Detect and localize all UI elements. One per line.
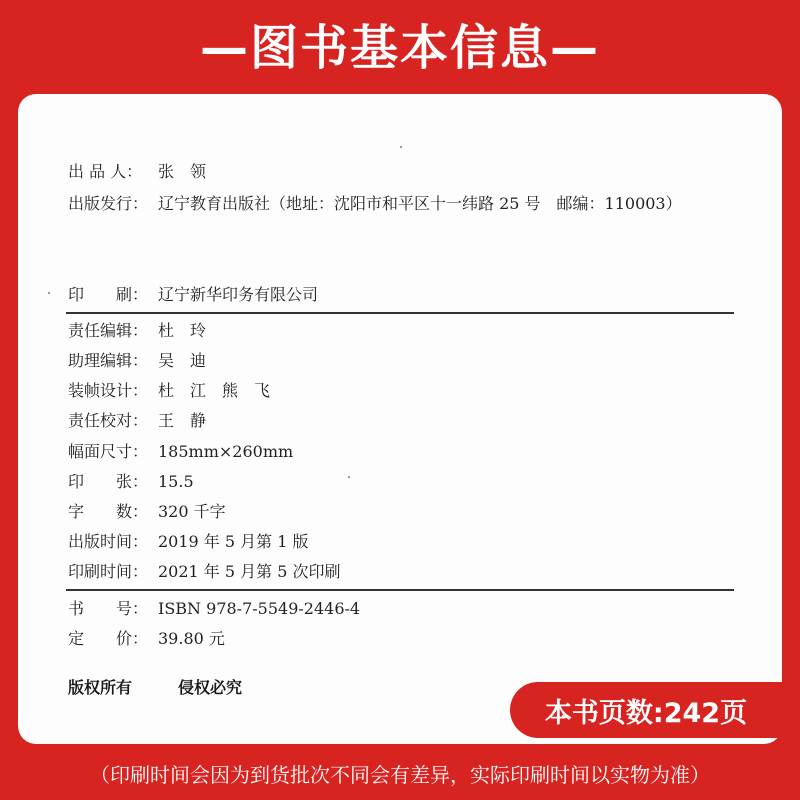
info-row-designer bbox=[68, 377, 270, 405]
row-value: 320 千字 bbox=[158, 502, 226, 521]
row-label: 幅面尺寸： bbox=[68, 442, 149, 461]
page-count-badge: 本书页数:242页 bbox=[510, 682, 782, 738]
row-value: 辽宁新华印务有限公司 bbox=[158, 285, 319, 304]
copyright-right-text: 侵权必究 bbox=[178, 678, 243, 697]
scan-speck bbox=[48, 292, 50, 294]
row-value: 杜 玲 bbox=[158, 321, 207, 340]
row-label: 印 刷： bbox=[68, 285, 149, 304]
row-label: 责任编辑： bbox=[68, 321, 149, 340]
row-value: 2021 年 5 月第 5 次印刷 bbox=[158, 562, 341, 581]
banner-title: —图书基本信息— bbox=[199, 19, 600, 76]
row-value: 王 静 bbox=[158, 411, 207, 430]
divider-line bbox=[66, 312, 734, 314]
row-value: 39.80 元 bbox=[158, 629, 225, 648]
row-label: 出 品 人： bbox=[68, 162, 143, 181]
row-value: ISBN 978-7-5549-2446-4 bbox=[158, 599, 361, 618]
info-row-proofreader bbox=[68, 407, 206, 435]
info-row-isbn bbox=[68, 595, 360, 623]
info-row-word-count bbox=[68, 498, 226, 526]
row-label: 责任校对： bbox=[68, 411, 149, 430]
info-row-editor bbox=[68, 317, 206, 345]
scan-speck bbox=[348, 476, 350, 478]
row-label: 印刷时间： bbox=[68, 562, 149, 581]
row-label: 定 价： bbox=[68, 629, 149, 648]
row-label: 装帧设计： bbox=[68, 381, 149, 400]
row-label: 字 数： bbox=[68, 502, 149, 521]
info-row-sheets bbox=[68, 468, 194, 496]
info-row-printer bbox=[68, 281, 318, 309]
info-card bbox=[18, 94, 782, 744]
info-row-publish-date bbox=[68, 528, 309, 556]
row-value: 2019 年 5 月第 1 版 bbox=[158, 532, 309, 551]
info-row-publisher bbox=[68, 190, 682, 218]
row-value: 吴 迪 bbox=[158, 351, 207, 370]
row-value: 张 领 bbox=[158, 162, 207, 181]
row-label: 出版时间： bbox=[68, 532, 149, 551]
row-label: 印 张： bbox=[68, 472, 149, 491]
info-row-producer bbox=[68, 158, 206, 186]
row-label: 助理编辑： bbox=[68, 351, 149, 370]
copyright-notice bbox=[68, 674, 242, 702]
info-row-assistant-editor bbox=[68, 347, 206, 375]
row-value: 185mm×260mm bbox=[158, 442, 294, 461]
info-row-print-date bbox=[68, 558, 341, 586]
copyright-left-text: 版权所有 bbox=[68, 678, 133, 697]
divider-line bbox=[66, 589, 734, 591]
info-row-price bbox=[68, 625, 225, 653]
print-date-footnote: （印刷时间会因为到货批次不同会有差异，实际印刷时间以实物为准） bbox=[90, 762, 710, 787]
row-label: 出版发行： bbox=[68, 194, 149, 213]
info-row-format bbox=[68, 438, 293, 466]
row-value: 杜 江 熊 飞 bbox=[158, 381, 271, 400]
scan-speck bbox=[400, 146, 402, 148]
row-label: 书 号： bbox=[68, 599, 149, 618]
row-value: 15.5 bbox=[158, 472, 194, 491]
row-value: 辽宁教育出版社（地址：沈阳市和平区十一纬路 25 号 邮编：110003） bbox=[158, 194, 682, 213]
